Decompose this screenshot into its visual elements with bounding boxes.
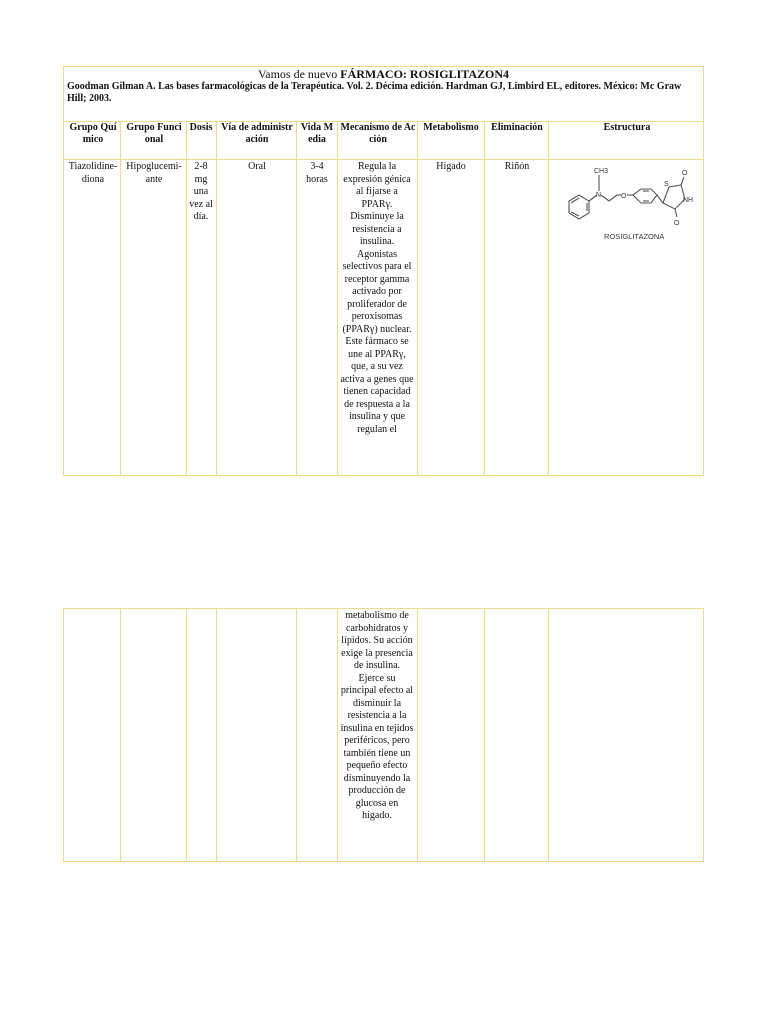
col-divider [216, 121, 217, 475]
col-divider [186, 121, 187, 475]
col-divider [337, 121, 338, 475]
atom-nh: NH [683, 197, 694, 204]
col-divider [417, 609, 418, 861]
header-dosis: Dosis [189, 122, 213, 133]
header-grupo-funcional: Grupo Funcional [126, 122, 182, 145]
col-divider [548, 609, 549, 861]
cell-eliminacion: Riñón [504, 161, 530, 172]
header-eliminacion: Eliminación [491, 122, 543, 133]
col-divider [337, 609, 338, 861]
col-divider [186, 609, 187, 861]
col-divider [216, 609, 217, 861]
title-prefix: Vamos de nuevo [257, 67, 341, 81]
drug-table-part1 [63, 66, 704, 476]
col-divider [484, 609, 485, 861]
header-grupo-quimico: Grupo Químico [69, 122, 117, 145]
atom-methyl: CH3 [594, 168, 609, 175]
cell-grupo-quimico: Tiazolidine-diona [68, 161, 118, 185]
col-divider [296, 121, 297, 475]
col-divider [417, 121, 418, 475]
reference-citation: Goodman Gilman A. Las bases farmacológicas de la Terapéutica. Vol. 2. Décima edición. Hardman GJ, Limbird EL, editores. México: Mc Graw Hill; 2003. [67, 81, 682, 104]
rosiglitazone-structure-image [559, 157, 694, 257]
header-mecanismo: Mecanismo de Acción [340, 122, 416, 145]
document-title [64, 67, 703, 81]
header-via: Vía de administración [221, 122, 293, 145]
structure-caption: ROSIGLITAZONA [604, 232, 665, 241]
cell-mecanismo-part2: metabolismo de carbohidratos y lípidos. Su acción exige la presencia de insulina. Ejerce su principal efecto al disminuir la resistencia a la insulina en tejidos periféricos, pero también tiene un pequeño efecto disminuyendo la producción de glucosa en hígado. [340, 610, 414, 821]
header-vida-media: Vida Media [300, 122, 334, 145]
header-estructura: Estructura [603, 122, 651, 133]
atom-n: N [596, 192, 602, 199]
col-divider [120, 609, 121, 861]
cell-via: Oral [248, 161, 266, 172]
drug-table-part2 [63, 608, 704, 862]
col-divider [120, 121, 121, 475]
cell-vida-media: 3-4 horas [306, 161, 328, 185]
title-drug: FÁRMACO: ROSIGLITAZON4 [340, 67, 510, 81]
cell-dosis: 2-8 mg una vez al día. [189, 161, 213, 222]
atom-o-bottom: O [674, 220, 680, 227]
col-divider [296, 609, 297, 861]
cell-metabolismo: Hígado [436, 161, 466, 172]
atom-o-top: O [682, 170, 688, 177]
header-metabolismo: Metabolismo [423, 122, 479, 133]
col-divider [484, 121, 485, 475]
atom-s: S [664, 181, 669, 188]
cell-grupo-funcional: Hipoglucemi-ante [126, 161, 182, 185]
cell-mecanismo-part1: Regula la expresión génica al fijarse a PPARγ. Disminuye la resistencia a insulina. Agonistas selectivos para el receptor gamma activado por proliferador de peroxisomas (PPARγ) nuclear. Este fármaco se une al PPARγ, que, a su vez activa a genes que tienen capacidad de respuesta a la insulina y que regulan el [340, 161, 414, 435]
col-divider [548, 121, 549, 475]
atom-o: O [621, 193, 627, 200]
